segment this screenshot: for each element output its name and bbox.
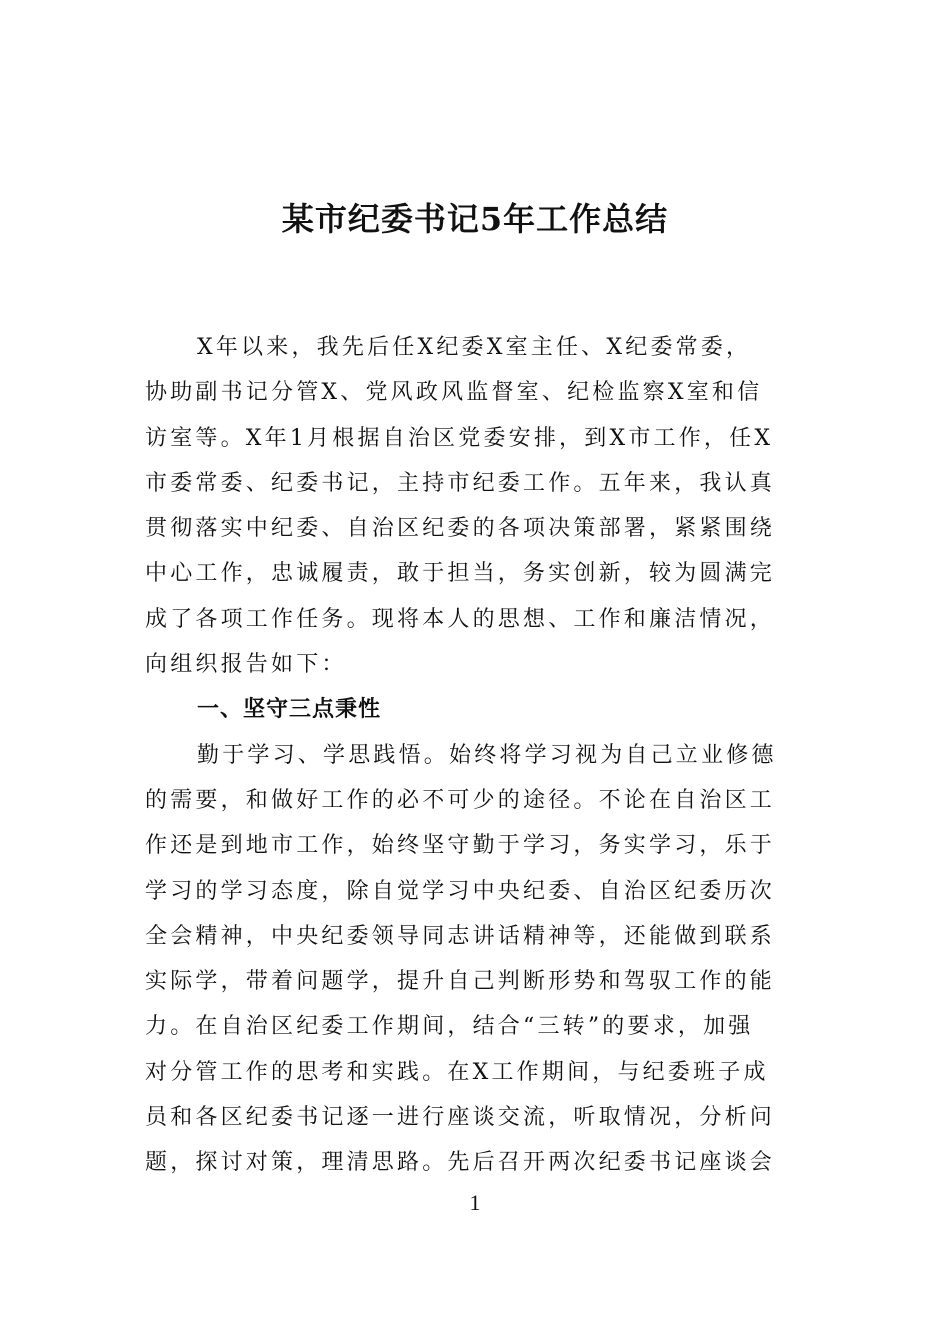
paragraph-line: 对分管工作的思考和实践。在X工作期间，与纪委班子成 (145, 1059, 769, 1085)
paragraph-line: 勤于学习、学思践悟。始终将学习视为自己立业修德 (197, 742, 777, 768)
paragraph-line: 题，探讨对策，理清思路。先后召开两次纪委书记座谈会 (145, 1150, 776, 1176)
paragraph-line: X年以来，我先后任X纪委X室主任、X纪委常委， (197, 335, 752, 360)
paragraph-line: 的需要，和做好工作的必不可少的途径。不论在自治区工 (145, 787, 776, 813)
page-number: 1 (469, 1190, 481, 1215)
paragraph-line: 力。在自治区纪委工作期间，结合“三转”的要求，加强 (145, 1014, 754, 1040)
paragraph-line: 向组织报告如下： (145, 652, 347, 678)
paragraph-line: 实际学，带着问题学，提升自己判断形势和驾驭工作的能 (145, 969, 776, 995)
paragraph-line: 中心工作，忠诚履责，敢于担当，务实创新，较为圆满完 (145, 561, 776, 587)
paragraph-line: 贯彻落实中纪委、自治区纪委的各项决策部署，紧紧围绕 (145, 516, 776, 542)
paragraph-line: 成了各项工作任务。现将本人的思想、工作和廉洁情况， (145, 606, 776, 632)
document-body (145, 325, 807, 1186)
paragraph-line: 学习的学习态度，除自觉学习中央纪委、自治区纪委历次 (145, 878, 776, 904)
paragraph-line: 作还是到地市工作，始终坚守勤于学习，务实学习，乐于 (145, 833, 776, 859)
paragraph-line: 全会精神，中央纪委领导同志讲话精神等，还能做到联系 (145, 923, 776, 949)
paragraph-line: 员和各区纪委书记逐一进行座谈交流，听取情况，分析问 (145, 1105, 776, 1131)
document-title: 某市纪委书记5年工作总结 (281, 200, 669, 238)
paragraph-line: 访室等。X年1月根据自治区党委安排，到X市工作，任X (145, 425, 774, 451)
section-heading: 一、坚守三点秉性 (197, 697, 382, 723)
paragraph-line: 市委常委、纪委书记，主持市纪委工作。五年来，我认真 (145, 470, 776, 496)
paragraph-line: 协助副书记分管X、党风政风监督室、纪检监察X室和信 (145, 380, 763, 406)
